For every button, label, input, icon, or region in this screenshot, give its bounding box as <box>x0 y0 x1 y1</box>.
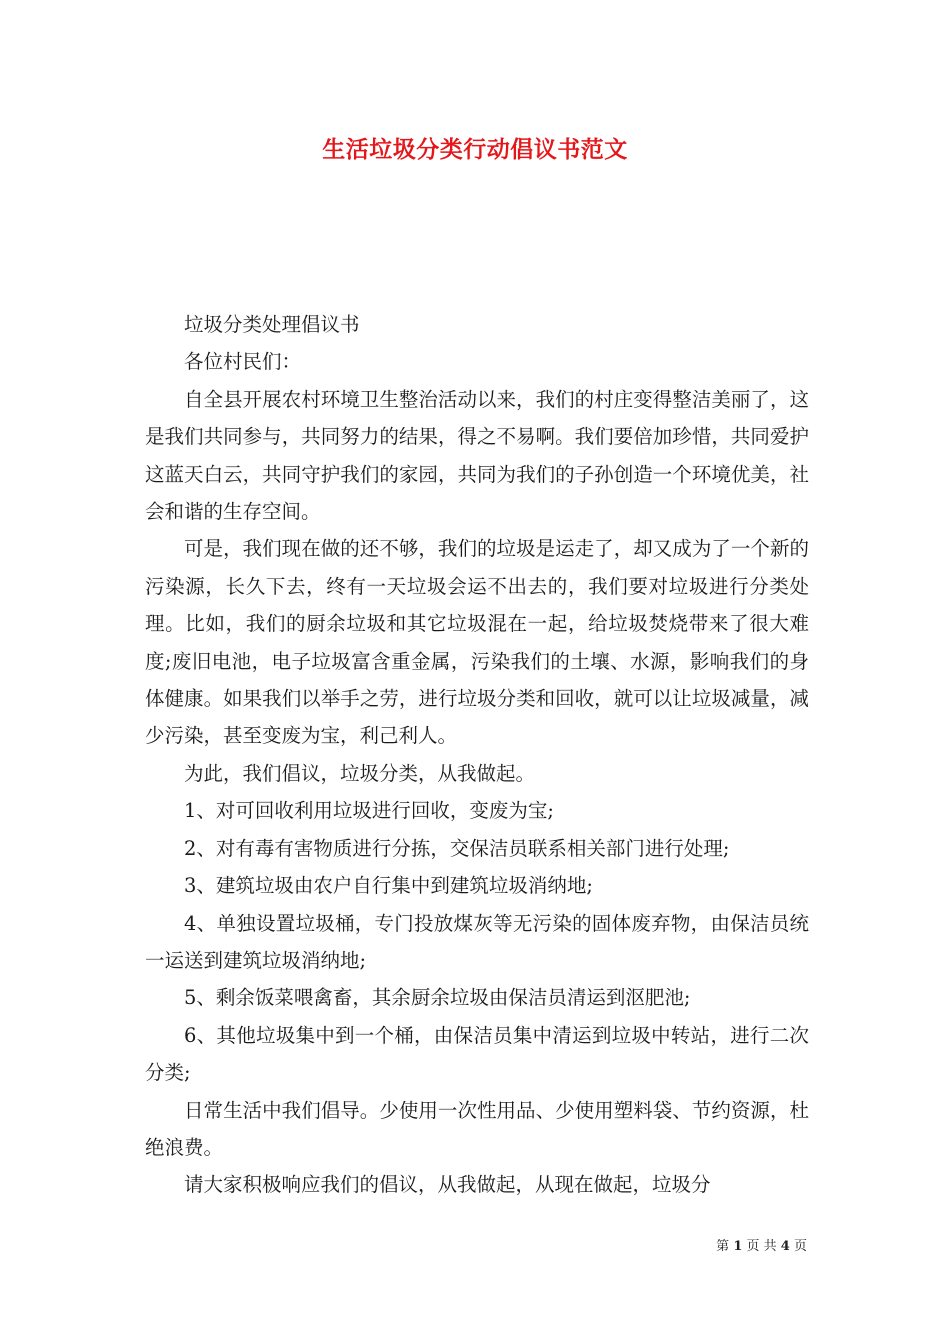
footer-middle: 页 共 <box>746 1239 777 1254</box>
paragraph: 2、对有毒有害物质进行分拣，交保洁员联系相关部门进行处理; <box>184 836 730 860</box>
paragraph: 日常生活中我们倡导。少使用一次性用品、少使用塑料袋、节约资源，杜绝浪费。 <box>145 1098 809 1159</box>
page-number-footer <box>0 1238 807 1256</box>
paragraph: 3、建筑垃圾由农户自行集中到建筑垃圾消纳地; <box>184 874 593 898</box>
paragraph: 1、对可回收利用垃圾进行回收，变废为宝; <box>184 799 554 823</box>
paragraph: 6、其他垃圾集中到一个桶，由保洁员集中清运到垃圾中转站，进行二次分类; <box>145 1023 809 1085</box>
footer-prefix: 第 <box>716 1239 730 1254</box>
paragraph: 各位村民们： <box>184 350 302 374</box>
footer-suffix: 页 <box>793 1239 807 1254</box>
paragraph: 为此，我们倡议，垃圾分类，从我做起。 <box>184 761 536 785</box>
current-page-number: 1 <box>733 1239 743 1254</box>
paragraph: 自全县开展农村环境卫生整治活动以来，我们的村庄变得整洁美丽了，这是我们共同参与，共同努力的结果，得之不易啊。我们要倍加珍惜，共同爱护这蓝天白云，共同守护我们的家园，共同为我们的子孙创造一个环境优美，社会和谐的生存空间。 <box>145 387 809 524</box>
paragraph: 可是，我们现在做的还不够，我们的垃圾是运走了，却又成为了一个新的污染源，长久下去，终有一天垃圾会运不出去的，我们要对垃圾进行分类处理。比如，我们的厨余垃圾和其它垃圾混在一起，给垃圾焚烧带来了很大难度;废旧电池，电子垃圾富含重金属，污染我们的土壤、水源，影响我们的身体健康。如果我们以举手之劳，进行垃圾分类和回收，就可以让垃圾减量，减少污染，甚至变废为宝，利己利人。 <box>145 537 809 748</box>
document-title: 生活垃圾分类行动倡议书范文 <box>322 136 628 163</box>
paragraph: 5、剩余饭菜喂禽畜，其余厨余垃圾由保洁员清运到沤肥池; <box>184 986 691 1010</box>
total-pages-number: 4 <box>780 1239 790 1254</box>
paragraph: 4、单独设置垃圾桶，专门投放煤灰等无污染的固体废弃物，由保洁员统一运送到建筑垃圾消纳地; <box>145 911 809 972</box>
document-body <box>145 306 809 1204</box>
paragraph: 垃圾分类处理倡议书 <box>184 313 360 336</box>
paragraph: 请大家积极响应我们的倡议，从我做起，从现在做起，垃圾分 <box>184 1173 711 1197</box>
